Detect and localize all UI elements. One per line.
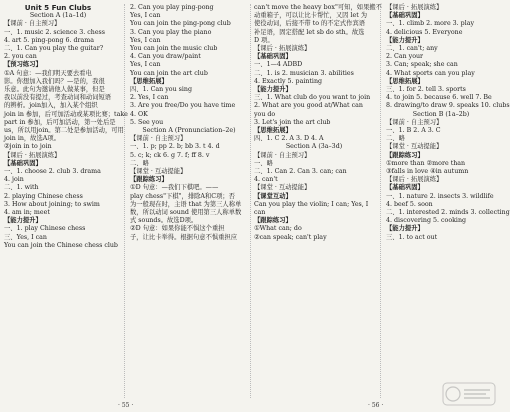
answer-line: 3. How about joining; to swim (4, 200, 100, 208)
page-number-right: · 56 · (368, 402, 384, 409)
answer-line: 4. join (4, 176, 24, 184)
answer-line: us，所以用join。第二处是参加活动，可用 (4, 127, 124, 135)
answer-line: 3. Let's join the art club (254, 118, 331, 126)
answer-line: You can join the ping-pong club (130, 20, 231, 28)
answer-line: Yes, I can (130, 61, 161, 69)
answer-line: Yes, I can (130, 36, 161, 44)
answer-line: 4. art 5. ping-pong 6. drama (4, 36, 95, 44)
answer-line: 三、Yes, I can (4, 233, 47, 241)
answer-line: 4. am in; meet (4, 209, 50, 217)
answer-line: ②join in to join (4, 143, 52, 151)
answer-line: 4. can't (254, 176, 278, 184)
answer-line: 使役动词，后接不带 to 的不定式作宾语 (254, 20, 366, 28)
answer-line: 二、略 (386, 135, 405, 143)
answer-line: 【课后 · 拓展演练】 (386, 4, 443, 11)
answer-line: 乐意。此句为邀请他人做某事，但是 (4, 86, 105, 94)
answer-line: 三、1. to act out (386, 233, 438, 241)
answer-line: 【思维拓展】 (386, 77, 424, 85)
answer-line: 【基础巩固】 (254, 53, 292, 61)
answer-line: 2. you can (4, 53, 37, 61)
watermark-stamp-icon (442, 382, 496, 406)
answer-line: 2. Can you play ping-pong (130, 4, 214, 11)
answer-line: ①more than ②more than (386, 159, 466, 167)
answer-line: 二、1. is 2. musician 3. abilities (254, 69, 354, 77)
answer-line: 四、1. Can you sing (130, 86, 192, 94)
answer-line: 【课堂互动】 (254, 192, 292, 200)
answer-line: 【思维拓展】 (254, 127, 292, 135)
answer-line: ②can speak; can't play (254, 233, 327, 241)
answer-line: play chess"下棋"，排除A和C项；否 (130, 192, 235, 200)
answer-line: 一、1. p; pp 2. b; bb 3. t 4. d (130, 143, 220, 151)
answer-line: D 项。 (254, 36, 274, 44)
answer-line: 三、1. What club do you want to join (254, 94, 371, 102)
answer-line: 【基础巩固】 (4, 159, 42, 167)
column-divider (380, 4, 381, 398)
answer-line: 4. Exactly 5. painting (254, 77, 323, 85)
answer-line: 【跟踪练习】 (254, 217, 292, 225)
answer-line: 5. See you (130, 118, 164, 126)
answer-line: Section A (Pronunciation–2e) (142, 127, 236, 135)
page-number-left: · 55 · (118, 402, 134, 409)
answer-line: 【能力提升】 (254, 86, 292, 94)
answer-line: 二、1. can't; any (386, 45, 438, 53)
answer-line: 【跟踪练习】 (130, 176, 168, 184)
answer-line: 【课前 · 自主预习】 (254, 151, 311, 159)
answer-line: 【课前 · 自主预习】 (130, 135, 187, 143)
answer-line: 【课后 · 拓展演练】 (4, 151, 61, 159)
answer-line: 【课前 · 自主预习】 (4, 20, 61, 28)
answer-line: 二、1. with (4, 184, 39, 192)
answer-line: 动重箱子，可以让比卡帮忙，又因 let 为 (254, 12, 368, 20)
answer-line: ①What can; do (254, 225, 302, 233)
answer-line: 【思维拓展】 (130, 77, 168, 85)
answer-line: Can you play the violin; I can; Yes, I (254, 200, 369, 208)
answer-line: 为一般现在时，主语 that 为第三人称单 (130, 200, 242, 208)
answer-line: 子，让比卡举得。根据句意不惧重担应 (130, 233, 238, 241)
answer-line: 5. c; k; ck 6. g 7. f; ff 8. v (130, 151, 210, 159)
answer-line: 二、略 (130, 159, 149, 167)
answer-line: 8. drawing/to draw 9. speaks 10. clubs (386, 102, 510, 110)
answer-line: ②D 句意：如果你能不惧这个重担 (130, 225, 225, 233)
answer-line: 一、1. B 2. A 3. C (386, 127, 441, 135)
answer-line: can (254, 209, 266, 217)
answer-line: 一、1. choose 2. club 3. drama (4, 168, 101, 176)
answer-line: you do (254, 110, 276, 118)
answer-line: can't move the heavy box"可知，如果搬不 (254, 4, 382, 11)
answer-line: You can join the Chinese chess club (4, 241, 118, 249)
answer-line: 2. Can your (386, 53, 424, 61)
answer-line: 3. Are you free/Do you have time (130, 102, 236, 110)
answer-line: 的辨析。join加入，加入某个组织 (4, 102, 98, 110)
answer-line: 一、1—4 ADBD (254, 61, 303, 69)
answer-line: Unit 5 Fun Clubs (24, 3, 92, 12)
answer-line: 一、1. music 2. science 3. chess (4, 28, 106, 36)
answer-line: 【基础巩固】 (386, 184, 424, 192)
answer-line: 一、1. play Chinese chess (4, 225, 86, 233)
answer-line: 4. Can you draw/paint (130, 53, 201, 61)
answer-line: 四、1. C 2. A 3. D 4. A (254, 135, 324, 143)
answer-line: ③falls in love ④in autumn (386, 168, 469, 176)
answer-line: 4. to join 5. because 6. well 7. Be (386, 94, 492, 102)
answer-line: 3. Can you play the piano (130, 28, 212, 36)
answer-line: 【能力提升】 (4, 217, 42, 225)
answer-line: join in 参加，后可加活动或某项比赛；take (4, 110, 128, 118)
answer-line: 二、1. Can you play the guitar? (4, 45, 104, 53)
answer-line: 4. delicious 5. Everyone (386, 28, 463, 36)
answer-line: 【基础巩固】 (386, 12, 424, 20)
answer-line: 4. beef 5. soon (386, 200, 433, 208)
answer-line: 【课后 · 拓展演练】 (254, 45, 311, 53)
answer-line: 影。你想加入我们吗？—是的，我很 (4, 77, 105, 85)
answer-line: You can join the art club (130, 69, 208, 77)
answer-line: 2. Yes, I can (130, 94, 169, 102)
answer-line: 式 sounds。故选D项。 (130, 217, 198, 225)
answer-line: ①A 句意：—我们明天要去看电 (4, 69, 92, 77)
answer-line: 一、1. nature 2. insects 3. wildlife (386, 192, 494, 200)
answer-line: You can join the music club (130, 45, 218, 53)
column-2 (130, 4, 248, 242)
column-divider (124, 4, 125, 398)
answer-line: 我以前没有提过，考查动词和动词短语 (4, 94, 112, 102)
answer-line: 二、1. interested 2. minds 3. collecting (386, 209, 510, 217)
column-divider (250, 4, 251, 398)
answer-line: 【能力提升】 (386, 225, 424, 233)
answer-line: Yes, I can (130, 12, 161, 20)
answer-line: join in，故选A项。 (4, 135, 60, 143)
answer-line: 【课前 · 自主预习】 (386, 118, 443, 126)
answer-line: 4. discovering 5. cooking (386, 217, 467, 225)
answer-line: 二、1. Can 2. Can 3. can; can (254, 168, 347, 176)
answer-line: 3. Can; speak; she can (386, 61, 458, 69)
answer-line: part in 参加，后可加活动，第一处后是 (4, 118, 116, 126)
column-1 (4, 3, 128, 250)
answer-line: 【课堂 · 互动提能】 (254, 184, 311, 192)
answer-line: 【课堂 · 互动提能】 (386, 143, 443, 151)
answer-line: 2. playing Chinese chess (4, 192, 83, 200)
answer-line: Section B (1a–2b) (412, 110, 470, 118)
answer-line: 【预习练习】 (4, 61, 42, 69)
column-3 (254, 4, 382, 242)
answer-line: 【跟踪练习】 (386, 151, 424, 159)
answer-line: Section A (1a–1d) (29, 12, 87, 20)
answer-line: Section A (3a–3d) (285, 143, 343, 151)
answer-line: 【课后 · 拓展演练】 (386, 176, 443, 184)
answer-line: 4. What sports can you play (386, 69, 475, 77)
answer-line: 三、1. for 2. tell 3. sports (386, 86, 466, 94)
answer-line: 一、略 (254, 159, 273, 167)
answer-line: 2. What are you good at/What can (254, 102, 363, 110)
answer-line: ①D 句意：—我们下棋吧。—— (130, 184, 219, 192)
answer-line: 4. OK (130, 110, 148, 118)
answer-line: 【课堂 · 互动提能】 (130, 168, 187, 176)
answer-line: 补足语，固定搭配 let sb do sth。故选 (254, 28, 365, 36)
answer-line: 数，所以动词 sound 使用第三人称单数 (130, 209, 242, 217)
column-4 (386, 4, 510, 242)
answer-line: 一、1. climb 2. more 3. play (386, 20, 475, 28)
answer-line: 【能力提升】 (386, 36, 424, 44)
